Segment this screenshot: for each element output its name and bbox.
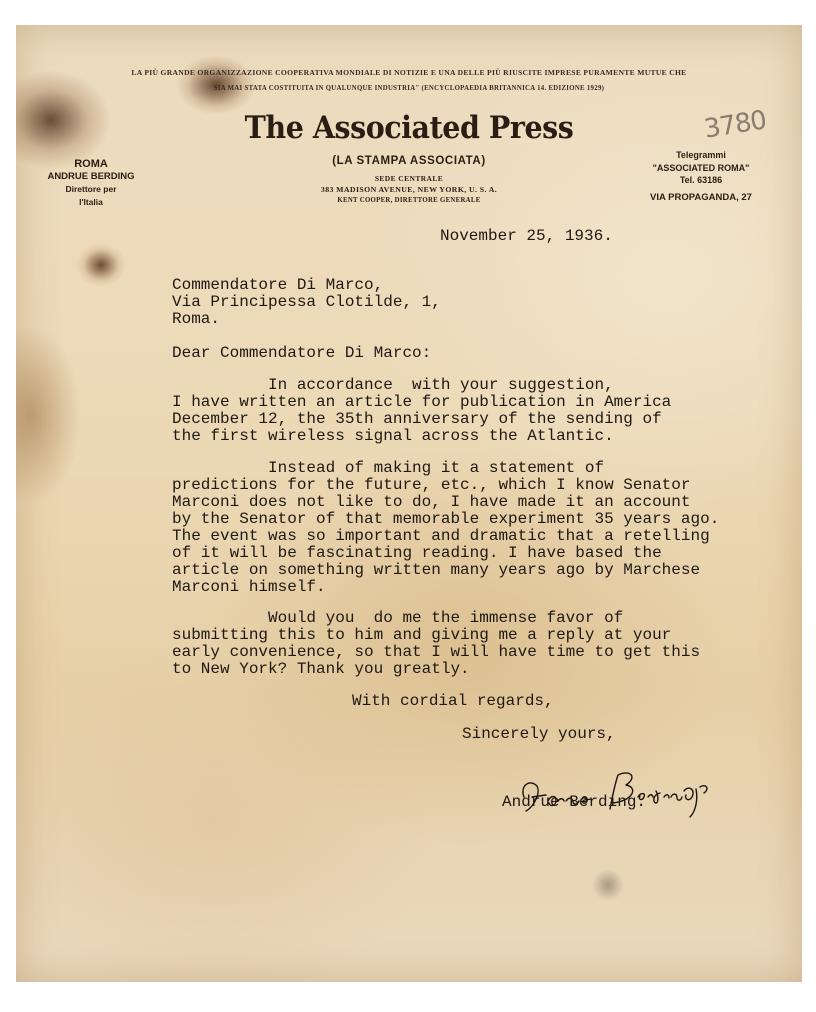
paragraph-line: The event was so important and dramatic that a retelling xyxy=(172,527,710,545)
letterhead-right-block xyxy=(626,149,776,204)
closing-sincerely: Sincerely yours, xyxy=(462,725,616,743)
letterhead-phone: Tel. 63186 xyxy=(679,175,723,185)
letterhead-director-general: KENT COOPER, DIRETTORE GENERALE xyxy=(337,197,481,204)
letterhead-motto-line-2: SIA MAI STATA COSTITUITA IN QUALUNQUE INDUSTRIA" (ENCYCLOPAEDIA BRITANNICA 14. EDIZIONE 1929) xyxy=(213,85,605,92)
paragraph-line: submitting this to him and giving me a reply at your xyxy=(172,626,672,644)
paragraph-line: the first wireless signal across the Atlantic. xyxy=(172,427,614,445)
letterhead-person-title-2: l'Italia xyxy=(79,196,103,207)
letterhead-person: ANDRUE BERDING xyxy=(47,170,135,182)
paragraph-line: December 12, the 35th anniversary of the sending of xyxy=(172,410,662,428)
letterhead-street: VIA PROPAGANDA, 27 xyxy=(650,191,752,203)
closing-regards: With cordial regards, xyxy=(352,692,554,710)
paragraph-line: Instead of making it a statement of xyxy=(172,459,605,477)
paragraph-line: early convenience, so that I will have time to get this xyxy=(172,643,701,661)
letterhead-office-label: SEDE CENTRALE xyxy=(374,174,444,183)
paragraph-line: by the Senator of that memorable experiment 35 years ago. xyxy=(172,510,720,528)
paragraph-line: predictions for the future, etc., which I know Senator xyxy=(172,476,691,494)
letterhead-motto-line-1: LA PIÙ GRANDE ORGANIZZAZIONE COOPERATIVA MONDIALE DI NOTIZIE E UNA DELLE PIÙ RIUSCITE IMPRESE PURAMENTE MUTUE CHE xyxy=(131,68,687,77)
letter-date: November 25, 1936. xyxy=(440,227,613,245)
letterhead-left-block xyxy=(36,158,146,208)
letter-paper xyxy=(16,25,802,982)
letterhead-city: ROMA xyxy=(74,158,108,170)
archive-number: 3780 xyxy=(702,105,769,145)
paragraph-line: article on something written many years ago by Marchese xyxy=(172,561,701,579)
paragraph-line: of it will be fascinating reading. I have based the xyxy=(172,544,662,562)
letter-salutation: Dear Commendatore Di Marco: xyxy=(172,344,432,362)
paragraph-line: Marconi himself. xyxy=(172,578,326,596)
paragraph-line: to New York? Thank you greatly. xyxy=(172,660,470,678)
letterhead-office-address: 383 MADISON AVENUE, NEW YORK, U. S. A. xyxy=(320,185,498,194)
recipient-line: Commendatore Di Marco, xyxy=(172,276,384,294)
paragraph-line: Marconi does not like to do, I have made it an account xyxy=(172,493,691,511)
letterhead-telegram-label: Telegrammi xyxy=(676,150,726,160)
recipient-line: Via Principessa Clotilde, 1, xyxy=(172,293,441,311)
letterhead-title: The Associated Press xyxy=(244,110,574,146)
signature-name: Andrue Berding. xyxy=(502,793,647,811)
letterhead-telegram-address: "ASSOCIATED ROMA" xyxy=(652,162,750,173)
paragraph-line: Would you do me the immense favor of xyxy=(172,609,624,627)
paragraph-line: I have written an article for publication in America xyxy=(172,393,672,411)
letterhead-person-title-1: Direttore per xyxy=(65,184,117,194)
recipient-line: Roma. xyxy=(172,310,221,328)
letterhead-italian-name: (LA STAMPA ASSOCIATA) xyxy=(332,155,486,167)
paragraph-line: In accordance with your suggestion, xyxy=(172,376,614,394)
